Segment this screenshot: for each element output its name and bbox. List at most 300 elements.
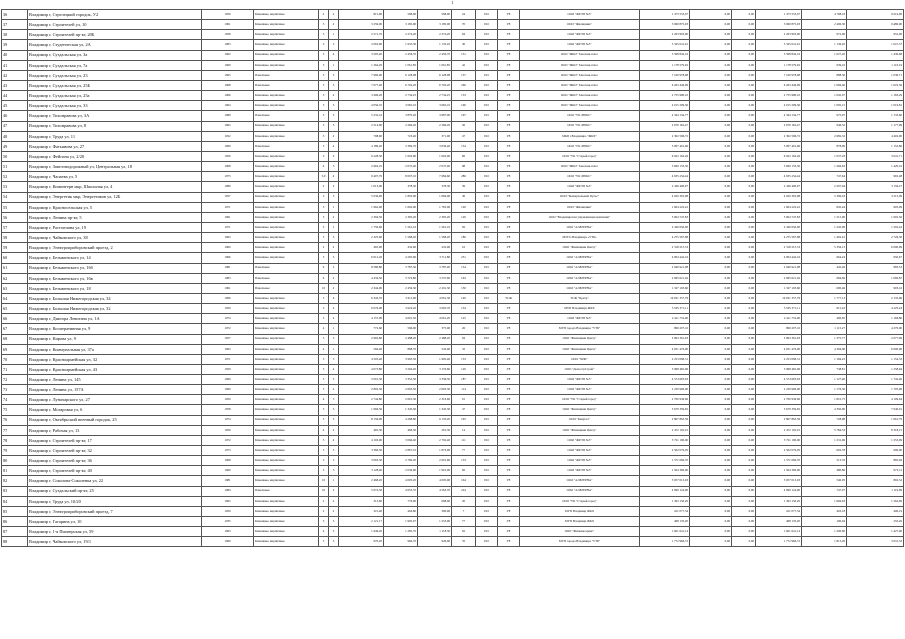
table-cell: Владимир г, Большая Нижегородская ул, 34 bbox=[28, 293, 202, 303]
table-cell: УЕ bbox=[498, 506, 520, 516]
table-cell: 2 807 863,39 bbox=[756, 415, 802, 425]
table-cell: 0,00 bbox=[732, 314, 756, 324]
table-cell: 2 bbox=[329, 131, 339, 141]
table-cell: 39 bbox=[452, 182, 476, 192]
table-cell: 5 bbox=[319, 111, 329, 121]
table-cell: Каменные, кирпичные bbox=[254, 334, 319, 344]
table-cell: 4 091,30 bbox=[418, 293, 452, 303]
table-cell: 4 157,00 bbox=[339, 314, 384, 324]
table-row bbox=[2, 385, 904, 395]
table-cell: Каменные, кирпичные bbox=[254, 182, 319, 192]
table-cell: 1 345,30 bbox=[418, 405, 452, 415]
table-cell: 1971 bbox=[202, 202, 254, 212]
table-cell: 0,00 bbox=[732, 182, 756, 192]
table-cell: Владимир г, Суздальская ул, 23 bbox=[28, 70, 202, 80]
table-cell: Владимир г, Гагарина ул, 10 bbox=[28, 517, 202, 527]
table-cell: 3 060 875,03 bbox=[640, 20, 690, 30]
table-cell: 0,00 bbox=[690, 121, 732, 131]
table-cell: 1959 bbox=[202, 10, 254, 20]
table-cell: 133 bbox=[452, 456, 476, 466]
table-cell: 1 765,00 bbox=[418, 202, 452, 212]
table-row bbox=[2, 10, 904, 20]
table-cell: 0,00 bbox=[732, 50, 756, 60]
table-cell: ПО bbox=[476, 466, 498, 476]
table-cell: 4 563,70 bbox=[418, 486, 452, 496]
table-cell: 0,00 bbox=[690, 151, 732, 161]
table-cell: 2 502 076,05 bbox=[756, 446, 802, 456]
table-cell: 0,00 bbox=[732, 20, 756, 30]
table-cell: ПО bbox=[476, 334, 498, 344]
table-cell: 0,00 bbox=[690, 364, 732, 374]
table-cell: 1957 bbox=[202, 192, 254, 202]
table-cell: 2 037,40 bbox=[384, 162, 418, 172]
table-cell: 776,90 bbox=[384, 496, 418, 506]
table-cell: 1 473 553,07 bbox=[756, 10, 802, 20]
table-cell: 3 719,80 bbox=[384, 273, 418, 283]
table-cell: 0,00 bbox=[732, 466, 756, 476]
table-cell: 1973 bbox=[202, 446, 254, 456]
table-cell: 2 867,10 bbox=[384, 446, 418, 456]
table-cell: ООО "Жилищник Центр" bbox=[520, 425, 640, 435]
table-cell: 3 bbox=[319, 222, 329, 232]
table-cell: 3 041,71 bbox=[847, 151, 904, 161]
table-cell: УЕ bbox=[498, 517, 520, 527]
table-cell: 4 bbox=[329, 314, 339, 324]
table-cell: 84 bbox=[2, 496, 28, 506]
table-cell: 111 bbox=[452, 435, 476, 445]
table-cell: Каменные, кирпичные bbox=[254, 10, 319, 20]
table-row bbox=[2, 527, 904, 537]
table-row bbox=[2, 344, 904, 354]
table-cell: 4 275 567,98 bbox=[640, 233, 690, 243]
table-cell: 1 561,10 bbox=[384, 222, 418, 232]
table-cell: 939,10 bbox=[802, 60, 847, 70]
table-cell: 926,00 bbox=[418, 537, 452, 547]
table-cell: Панельные bbox=[254, 486, 319, 496]
table-cell: 6 702,20 bbox=[384, 80, 418, 90]
table-cell: ООО "УК ЛЮКС" bbox=[520, 111, 640, 121]
table-cell: 2 121,17 bbox=[339, 517, 384, 527]
table-cell: 1 231,96 bbox=[802, 435, 847, 445]
table-cell: 1 571 066,70 bbox=[756, 456, 802, 466]
table-cell: 3 bbox=[319, 364, 329, 374]
table-cell: 513,76 bbox=[802, 456, 847, 466]
table-cell: 3 505,40 bbox=[339, 50, 384, 60]
table-cell: ООО "Жилищник Центр" bbox=[520, 405, 640, 415]
table-cell: ООО "ЖРЭП №3" bbox=[520, 466, 640, 476]
table-cell: Владимир г, Мозаровая ул, 6 bbox=[28, 405, 202, 415]
table-row bbox=[2, 20, 904, 30]
table-row bbox=[2, 446, 904, 456]
table-cell: 3 bbox=[329, 101, 339, 111]
table-cell: 2 318 215,33 bbox=[756, 243, 802, 253]
table-row bbox=[2, 415, 904, 425]
table-cell: 1965 bbox=[202, 496, 254, 506]
table-cell: 1 177,99 bbox=[847, 121, 904, 131]
table-cell: 1960 bbox=[202, 537, 254, 547]
table-cell: 0,00 bbox=[690, 293, 732, 303]
table-cell: Каменные, кирпичные bbox=[254, 537, 319, 547]
table-cell: 1975 bbox=[202, 172, 254, 182]
table-row bbox=[2, 364, 904, 374]
table-cell: 1 066,40 bbox=[802, 80, 847, 90]
table-cell: ПО bbox=[476, 537, 498, 547]
table-cell: 140 bbox=[452, 293, 476, 303]
table-cell: 972,00 bbox=[802, 30, 847, 40]
table-cell: 57 bbox=[2, 222, 28, 232]
table-cell: 5 bbox=[319, 50, 329, 60]
table-cell: 3 721 190,00 bbox=[756, 435, 802, 445]
table-cell: Каменные, кирпичные bbox=[254, 20, 319, 30]
table-cell: 1 bbox=[329, 202, 339, 212]
table-cell: Владимир г, Суздальская ул, 25Б bbox=[28, 80, 202, 90]
table-cell: 2 807 863,39 bbox=[640, 415, 690, 425]
table-cell: ПО bbox=[476, 50, 498, 60]
table-cell: УЕ bbox=[498, 233, 520, 243]
table-cell: 1984 bbox=[202, 486, 254, 496]
table-cell: 4 050,10 bbox=[339, 101, 384, 111]
table-cell: 3 128,40 bbox=[339, 466, 384, 476]
table-cell: 480,86 bbox=[802, 466, 847, 476]
table-cell: 1 601 641,14 bbox=[756, 527, 802, 537]
table-cell: 2 135,96 bbox=[847, 293, 904, 303]
table-cell: 1 966,30 bbox=[339, 405, 384, 415]
table-cell: 3 bbox=[329, 456, 339, 466]
table-cell: 63 bbox=[2, 283, 28, 293]
table-cell: 2 036,00 bbox=[384, 466, 418, 476]
table-cell: 1966 bbox=[202, 253, 254, 263]
table-cell: УЕ bbox=[498, 121, 520, 131]
table-cell: 80 bbox=[2, 456, 28, 466]
table-cell: Владимир г, Труда ул, 11 bbox=[28, 131, 202, 141]
table-cell: 47 bbox=[452, 405, 476, 415]
table-cell: ООО "АЛЬТЕРНА" bbox=[520, 253, 640, 263]
table-cell: 3 787,40 bbox=[418, 263, 452, 273]
table-cell: 58 bbox=[2, 233, 28, 243]
table-cell: 1 060,87 bbox=[847, 273, 904, 283]
table-cell: 3 bbox=[329, 334, 339, 344]
table-cell: 465,90 bbox=[339, 243, 384, 253]
table-cell: 2 bbox=[319, 10, 329, 20]
table-cell: ПО bbox=[476, 222, 498, 232]
table-cell: 77 bbox=[452, 517, 476, 527]
table-cell: 4 193,00 bbox=[339, 435, 384, 445]
table-cell: 4 bbox=[319, 324, 329, 334]
table-row bbox=[2, 192, 904, 202]
table-cell: Панельные bbox=[254, 263, 319, 273]
table-cell: 2 603,30 bbox=[418, 385, 452, 395]
table-cell: 0,00 bbox=[732, 456, 756, 466]
table-cell: Каменные, кирпичные bbox=[254, 466, 319, 476]
table-cell: 2 274,20 bbox=[418, 30, 452, 40]
table-cell: 2 472 102,01 bbox=[756, 425, 802, 435]
table-cell: 4 090 124,00 bbox=[640, 486, 690, 496]
table-cell: 0,00 bbox=[690, 456, 732, 466]
table-cell: ООО "ЖКО" Заказчик-плюс bbox=[520, 80, 640, 90]
table-cell: 1 772 966,72 bbox=[756, 537, 802, 547]
table-cell: 1961 bbox=[202, 212, 254, 222]
table-cell: 0,00 bbox=[690, 263, 732, 273]
table-cell: УЕ bbox=[498, 60, 520, 70]
table-cell: 3 bbox=[329, 121, 339, 131]
table-cell: 64 bbox=[452, 30, 476, 40]
table-cell: Владимир г, Чайковского ул, 38 bbox=[28, 233, 202, 243]
table-cell: 3 057 013,03 bbox=[756, 476, 802, 486]
table-cell: Каменные, кирпичные bbox=[254, 212, 319, 222]
table-cell: 37 bbox=[2, 20, 28, 30]
table-cell: Владимир г, Безыменского ул, 16в bbox=[28, 273, 202, 283]
table-cell: 1958 bbox=[202, 30, 254, 40]
table-cell: 133 bbox=[452, 354, 476, 364]
table-cell: ПО bbox=[476, 172, 498, 182]
table-cell: 1983 bbox=[202, 40, 254, 50]
table-cell: 1 742,40 bbox=[847, 375, 904, 385]
table-cell: Владимир г, Ленина ул, 145 bbox=[28, 375, 202, 385]
table-cell: 975,97 bbox=[802, 111, 847, 121]
table-cell: 6 022 162,26 bbox=[640, 151, 690, 161]
table-cell: 566,40 bbox=[339, 344, 384, 354]
table-cell: 2 325,60 bbox=[339, 233, 384, 243]
table-cell: 2 700 936,06 bbox=[756, 395, 802, 405]
table-cell: 68 bbox=[2, 334, 28, 344]
table-cell: 0,00 bbox=[690, 354, 732, 364]
table-cell: 3 660 155,30 bbox=[756, 162, 802, 172]
table-cell: ООО "УК ЛЮКС" bbox=[520, 172, 640, 182]
table-cell: 69 bbox=[2, 344, 28, 354]
table-cell: 2 340 650,00 bbox=[640, 222, 690, 232]
table-cell: 5 bbox=[319, 212, 329, 222]
table-cell: 2 792,40 bbox=[418, 435, 452, 445]
table-cell: 1 705,06 bbox=[847, 385, 904, 395]
table-cell: 3 693,70 bbox=[418, 304, 452, 314]
table-cell: 221 077,34 bbox=[756, 506, 802, 516]
table-row bbox=[2, 243, 904, 253]
table-row bbox=[2, 456, 904, 466]
table-cell: 7 684,60 bbox=[418, 172, 452, 182]
table-cell: 0,00 bbox=[732, 131, 756, 141]
table-cell: 2 bbox=[319, 506, 329, 516]
table-row bbox=[2, 324, 904, 334]
table-cell: 2 305,20 bbox=[418, 212, 452, 222]
table-cell: 4 bbox=[319, 395, 329, 405]
table-cell: 0,00 bbox=[732, 202, 756, 212]
table-cell: 1983 bbox=[202, 273, 254, 283]
table-cell: 20 bbox=[452, 496, 476, 506]
table-cell: Владимир г, Коминтерн мкр, Школьная ул, 4 bbox=[28, 182, 202, 192]
table-cell: УЕ bbox=[498, 537, 520, 547]
table-cell: 0,00 bbox=[690, 10, 732, 20]
table-cell: УЕ bbox=[498, 385, 520, 395]
table-cell: 0,00 bbox=[690, 375, 732, 385]
table-cell: 408 135,20 bbox=[756, 517, 802, 527]
table-cell: 1 427,00 bbox=[847, 527, 904, 537]
table-row bbox=[2, 151, 904, 161]
table-cell: 1969 bbox=[202, 141, 254, 151]
table-cell: 2 406,30 bbox=[802, 20, 847, 30]
table-cell: 0,00 bbox=[690, 344, 732, 354]
table-cell: 5 784,33 bbox=[802, 425, 847, 435]
table-cell: 2 734,25 bbox=[418, 91, 452, 101]
table-cell: 0,00 bbox=[732, 395, 756, 405]
table-cell: 4 bbox=[329, 172, 339, 182]
table-cell: 0,00 bbox=[732, 91, 756, 101]
table-cell: 5 505 371,11 bbox=[756, 304, 802, 314]
table-cell: 0,00 bbox=[690, 385, 732, 395]
table-cell: Каменные, кирпичные bbox=[254, 476, 319, 486]
table-cell: ПО bbox=[476, 121, 498, 131]
table-cell: ООО "Жилищник" bbox=[520, 202, 640, 212]
table-cell: 120 bbox=[452, 364, 476, 374]
table-cell: Каменные, кирпичные bbox=[254, 517, 319, 527]
table-cell: Каменные, кирпичные bbox=[254, 314, 319, 324]
table-cell: УЕ bbox=[498, 111, 520, 121]
table-cell: 970,20 bbox=[339, 537, 384, 547]
table-cell: 8 156,00 bbox=[339, 415, 384, 425]
table-cell: 7 bbox=[452, 506, 476, 516]
table-cell: УЕ bbox=[498, 91, 520, 101]
table-cell: 2 514,00 bbox=[339, 121, 384, 131]
table-cell: 165 bbox=[452, 415, 476, 425]
table-cell: 4 574 603,03 bbox=[756, 375, 802, 385]
table-cell: 3 004 747,83 bbox=[756, 212, 802, 222]
table-cell: 0,00 bbox=[732, 111, 756, 121]
table-cell: 0,00 bbox=[690, 253, 732, 263]
table-cell: 5 bbox=[319, 233, 329, 243]
table-cell: ООО "ЖРЭП №3" bbox=[520, 375, 640, 385]
table-cell: ООО "ЖРЭП №3" bbox=[520, 10, 640, 20]
table-cell: 5 bbox=[319, 101, 329, 111]
table-cell: 66 bbox=[2, 314, 28, 324]
table-cell: 6 090,99 bbox=[847, 243, 904, 253]
table-cell: 1 562,99 bbox=[847, 496, 904, 506]
table-cell: Каменные, кирпичные bbox=[254, 344, 319, 354]
table-cell: Владимир г, Строителей пр-кт, 40 bbox=[28, 466, 202, 476]
table-cell: УЕ bbox=[498, 80, 520, 90]
table-cell: УЕ bbox=[498, 101, 520, 111]
table-cell: 2 203 903,00 bbox=[756, 30, 802, 40]
table-cell: 6 263 446,09 bbox=[756, 80, 802, 90]
table-cell: ООО "ЖКО" Заказчик-плюс bbox=[520, 101, 640, 111]
table-cell: Владимир г, Безыменского ул, 14 bbox=[28, 253, 202, 263]
table-cell: 1960 bbox=[202, 60, 254, 70]
table-cell: 1 327 103,60 bbox=[640, 283, 690, 293]
table-cell: УЕ bbox=[498, 425, 520, 435]
table-cell: 133 bbox=[452, 91, 476, 101]
table-cell: 1 772 966,72 bbox=[640, 537, 690, 547]
table-cell: 82 bbox=[452, 466, 476, 476]
table-cell: УЕ bbox=[498, 324, 520, 334]
table-cell: 134 bbox=[452, 304, 476, 314]
table-cell: 3 993 391,93 bbox=[756, 334, 802, 344]
table-cell: 0,00 bbox=[732, 40, 756, 50]
table-cell: 300,90 bbox=[418, 506, 452, 516]
table-cell: Каменные, кирпичные bbox=[254, 506, 319, 516]
table-cell: 3 870,20 bbox=[384, 111, 418, 121]
table-cell: Владимир г, Суздальский пр-кт, 25 bbox=[28, 486, 202, 496]
table-cell: 1935 bbox=[202, 517, 254, 527]
page-number: 1 bbox=[451, 0, 454, 5]
table-cell: ООО "Жилищник Центр" bbox=[520, 344, 640, 354]
table-cell: 64 bbox=[2, 293, 28, 303]
table-cell: Владимир г, Чайковского ул, 19/1 bbox=[28, 537, 202, 547]
table-cell: 120 bbox=[452, 202, 476, 212]
table-cell: 1959 bbox=[202, 395, 254, 405]
table-cell: 2 274,20 bbox=[384, 30, 418, 40]
table-cell: 47 bbox=[452, 131, 476, 141]
table-cell: 251 bbox=[452, 253, 476, 263]
table-cell: 41 bbox=[2, 60, 28, 70]
table-cell: ПО bbox=[476, 405, 498, 415]
table-cell: 1 935,30 bbox=[384, 40, 418, 50]
table-cell: 0,00 bbox=[690, 80, 732, 90]
table-cell: 0,00 bbox=[732, 151, 756, 161]
table-cell: УЕ bbox=[498, 20, 520, 30]
table-cell: 3 237,60 bbox=[418, 273, 452, 283]
table-cell: ПО bbox=[476, 131, 498, 141]
table-cell: Каменные, кирпичные bbox=[254, 60, 319, 70]
table-cell: 1965 bbox=[202, 121, 254, 131]
table-cell: 1 021,37 bbox=[847, 40, 904, 50]
table-cell: ПО bbox=[476, 375, 498, 385]
table-cell: 157 bbox=[452, 70, 476, 80]
table-cell: 66 bbox=[452, 151, 476, 161]
table-row bbox=[2, 283, 904, 293]
table-cell: 9 407,70 bbox=[339, 172, 384, 182]
table-cell: 3 007 401,96 bbox=[640, 141, 690, 151]
table-cell: Владимир г, Электроприборовский проезд, 7 bbox=[28, 506, 202, 516]
table-row bbox=[2, 233, 904, 243]
table-cell: УЕ bbox=[498, 456, 520, 466]
table-cell: 3 bbox=[329, 527, 339, 537]
table-cell: Владимир г, Кооперативная ул, 9 bbox=[28, 324, 202, 334]
table-cell: 39 bbox=[2, 40, 28, 50]
table-cell: УЕ bbox=[498, 405, 520, 415]
table-cell: ООО "ХПК" bbox=[520, 354, 640, 364]
table-cell: 56 bbox=[2, 212, 28, 222]
table-cell: 0,00 bbox=[690, 527, 732, 537]
table-cell: 728,98 bbox=[802, 415, 847, 425]
table-cell: ПО bbox=[476, 233, 498, 243]
table-cell: 7 100 978,98 bbox=[640, 70, 690, 80]
table-cell: ООО "УК "Старый город" bbox=[520, 151, 640, 161]
table-cell: 1 602,90 bbox=[384, 151, 418, 161]
table-cell: 3 bbox=[329, 375, 339, 385]
table-cell: Владимир г, Труда ул, 10/20 bbox=[28, 496, 202, 506]
table-cell: 723,40 bbox=[384, 131, 418, 141]
table-cell: 4 005,00 bbox=[418, 476, 452, 486]
table-cell: 1 759,60 bbox=[339, 222, 384, 232]
table-cell: 4 503,40 bbox=[339, 354, 384, 364]
table-cell: Владимир г, Кирова ул, 9 bbox=[28, 334, 202, 344]
table-row bbox=[2, 354, 904, 364]
table-cell: 1957 bbox=[202, 334, 254, 344]
table-cell: 0,00 bbox=[732, 30, 756, 40]
table-cell: Каменные, кирпичные bbox=[254, 456, 319, 466]
table-cell: ПО bbox=[476, 212, 498, 222]
table-cell: 286 bbox=[452, 172, 476, 182]
table-cell: 1 604 222,22 bbox=[640, 202, 690, 212]
table-cell: 134 bbox=[452, 141, 476, 151]
table-cell: 9 bbox=[319, 273, 329, 283]
table-cell: 664,24 bbox=[802, 253, 847, 263]
table-cell: МУП города Владимира "УТБ" bbox=[520, 324, 640, 334]
table-cell: 55 bbox=[2, 202, 28, 212]
table-cell: 2 bbox=[319, 243, 329, 253]
table-cell: 0,00 bbox=[732, 253, 756, 263]
table-cell: 3 259,00 bbox=[339, 20, 384, 30]
table-cell: Панельные bbox=[254, 111, 319, 121]
table-cell: УЕ bbox=[498, 172, 520, 182]
